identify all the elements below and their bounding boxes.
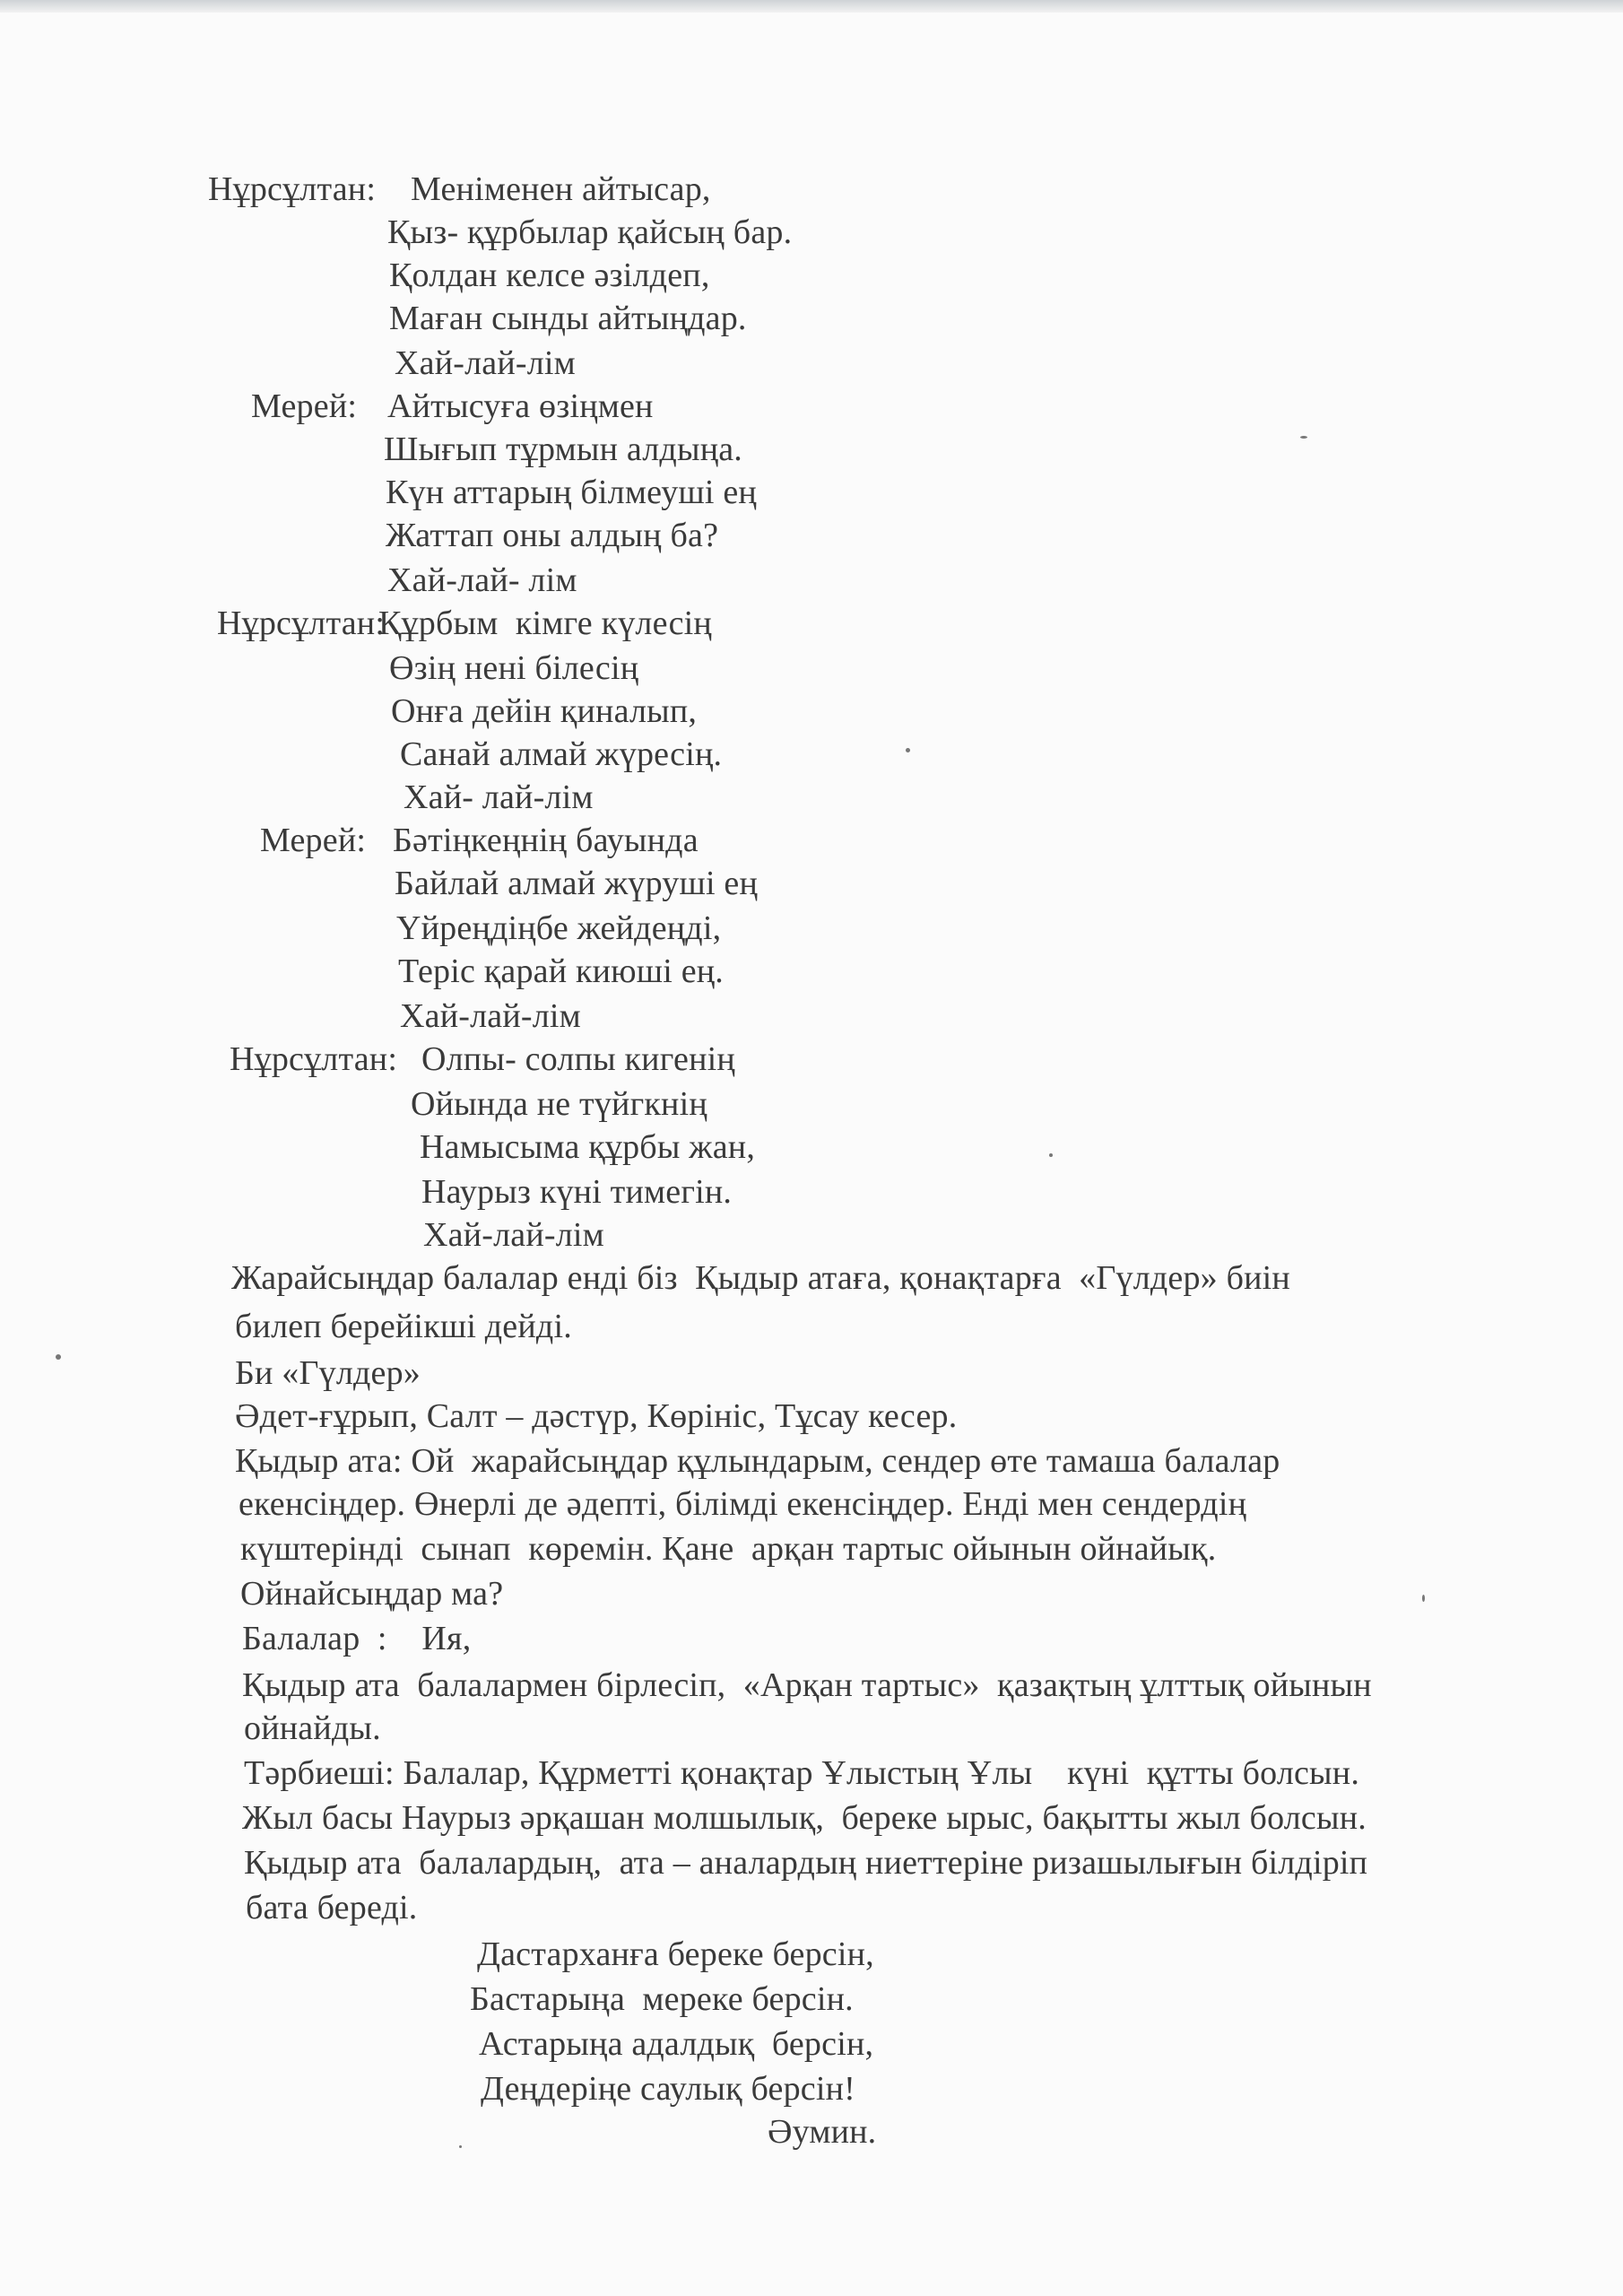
verse-line: Хай-лай-лім (423, 1216, 604, 1254)
speaker-label: Мерей: (260, 822, 367, 859)
prose-line: екенсіңдер. Өнерлі де әдепті, білімді екенсіңдер. Енді мен сендердің (239, 1485, 1247, 1523)
scan-speck (56, 1354, 61, 1360)
verse-line: Құрбым кімге күлесің (378, 604, 712, 642)
blessing-line: Деңдеріңе саулық берсін! (481, 2070, 856, 2108)
speaker-label: Нұрсұлтан: (217, 604, 386, 642)
prose-line: Би «Гүлдер» (235, 1354, 421, 1392)
verse-line: Қыз- құрбылар қайсың бар. (387, 213, 793, 251)
scan-speck (906, 748, 910, 752)
amen-line: Әумин. (768, 2113, 877, 2151)
scan-speck (459, 2145, 462, 2148)
prose-line: Балалар : Ия, (242, 1620, 472, 1657)
verse-line: Жаттап оны алдың ба? (386, 517, 719, 554)
scan-speck (1422, 1595, 1425, 1602)
verse-line: Байлай алмай жүруші ең (395, 865, 759, 902)
verse-line: Ойында не түйгкнің (411, 1085, 707, 1123)
prose-line: бата береді. (246, 1889, 418, 1926)
prose-line: Қыдыр ата балалармен бірлесіп, «Арқан тартыс» қазақтың ұлттық ойынын (242, 1666, 1372, 1704)
verse-line: Санай алмай жүресің. (400, 735, 723, 773)
blessing-line: Дастарханға береке берсін, (477, 1935, 874, 1973)
verse-line: Хай- лай-лім (404, 778, 594, 816)
scan-speck (1300, 436, 1307, 439)
verse-line: Олпы- солпы кигенің (421, 1040, 735, 1078)
speaker-label: Нұрсұлтан: (208, 170, 377, 208)
verse-line: Хай-лай-лім (395, 344, 576, 382)
verse-line: Онға дейін қиналып, (391, 692, 698, 730)
scan-speck (1049, 1153, 1053, 1157)
scan-edge (0, 0, 1623, 13)
verse-line: Хай-лай-лім (400, 997, 581, 1035)
verse-line: Шығып тұрмын алдыңа. (384, 430, 742, 468)
verse-line: Өзің нені білесің (389, 649, 639, 687)
verse-line: Айтысуға өзіңмен (387, 387, 654, 425)
verse-line: Бәтіңкеңнің бауында (393, 822, 699, 859)
blessing-line: Астарыңа адалдық берсін, (479, 2025, 874, 2063)
speaker-label: Нұрсұлтан: (230, 1040, 398, 1078)
prose-line: Қыдыр ата балалардың, ата – аналардың ниеттеріне ризашылығын білдіріп (244, 1844, 1368, 1882)
prose-line: Әдет-ғұрып, Салт – дәстүр, Көрініс, Тұсау кесер. (235, 1397, 958, 1435)
verse-line: Күн аттарың білмеуші ең (386, 474, 757, 511)
verse-line: Хай-лай- лім (387, 561, 577, 599)
verse-line: Маған сынды айтыңдар. (389, 300, 747, 337)
verse-line: Қолдан келсе әзілдеп, (389, 257, 710, 294)
blessing-line: Бастарыңа мереке берсін. (470, 1980, 854, 2018)
prose-line: ойнайды. (244, 1709, 381, 1747)
prose-line: Жарайсыңдар балалар енді біз Қыдыр атаға, қонақтарға «Гүлдер» биін (231, 1259, 1290, 1297)
prose-line: Тәрбиеші: Балалар, Құрметті қонақтар Ұлыстың Ұлы күні құтты болсын. (244, 1754, 1360, 1792)
verse-line: Намысыма құрбы жан, (420, 1128, 756, 1166)
prose-line: Жыл басы Наурыз әрқашан молшылық, береке ырыс, бақытты жыл болсын. (242, 1799, 1367, 1837)
verse-line: Үйреңдіңбе жейдеңді, (396, 909, 722, 947)
prose-line: Ойнайсыңдар ма? (240, 1575, 504, 1613)
verse-line: Наурыз күні тимегін. (421, 1173, 733, 1211)
verse-line: Теріс қарай киюші ең. (398, 952, 724, 990)
verse-line: Меніменен айтысар, (411, 170, 711, 208)
speaker-label: Мерей: (251, 387, 358, 425)
prose-line: Қыдыр ата: Ой жарайсыңдар құлындарым, сендер өте тамаша балалар (235, 1442, 1280, 1480)
prose-line: билеп берейікші дейді. (235, 1308, 572, 1345)
prose-line: күштерінді сынап көремін. Қане арқан тартыс ойынын ойнайық. (240, 1530, 1217, 1568)
